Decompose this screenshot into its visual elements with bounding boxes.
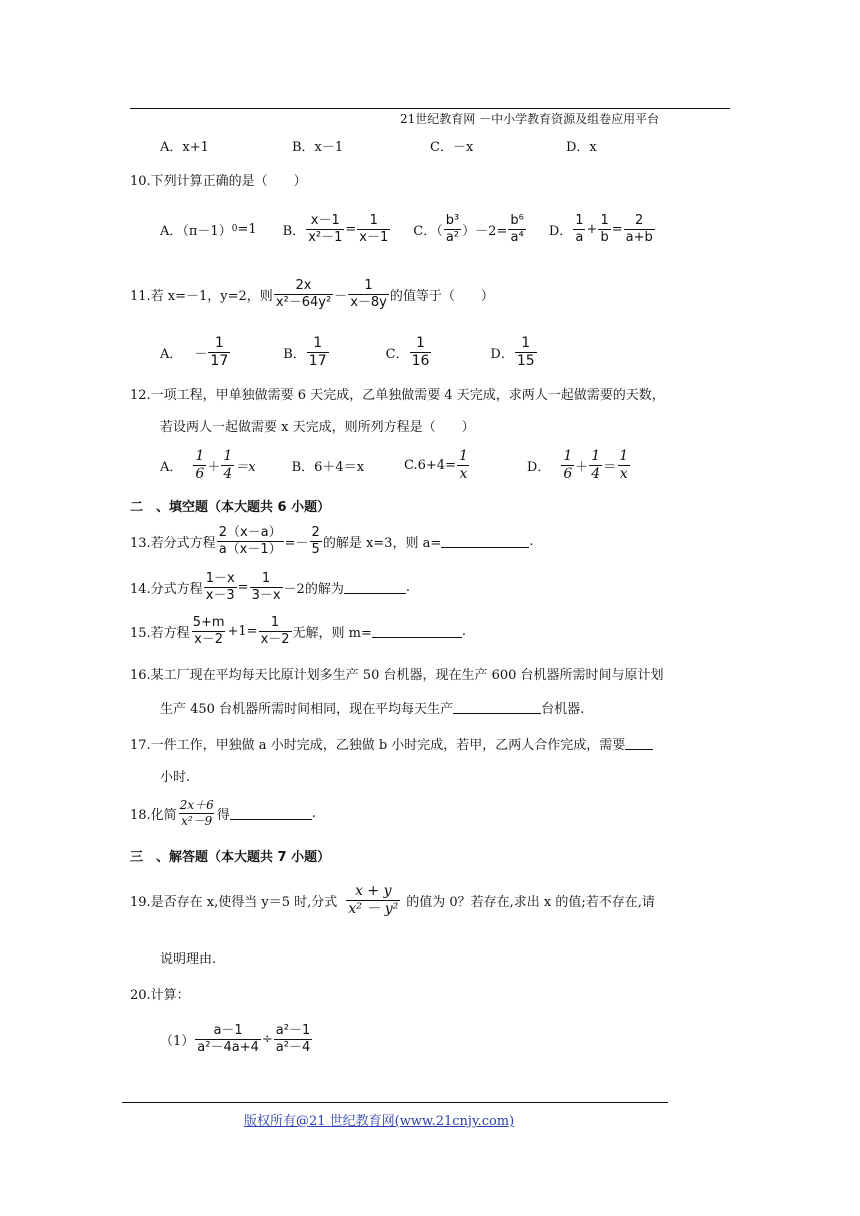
- q20-div: ÷: [261, 1031, 273, 1047]
- q9-option-a: A．x+1: [160, 140, 209, 155]
- q12-b: B．6＋4＝x: [291, 459, 365, 475]
- footer-rule: [122, 1102, 668, 1103]
- q18-end: .: [311, 805, 316, 821]
- q12-c-frac: $\frac{1}{x}$: [458, 447, 468, 482]
- q11-d-label: D．: [490, 346, 514, 362]
- q13-pre: 13.若分式方程: [130, 535, 216, 551]
- q11-post: 的值等于（ ）: [389, 288, 494, 304]
- section-2-heading: 二 、填空题（本大题共 6 小题）: [130, 500, 331, 515]
- q11-c-frac: $\frac{1}{16}$: [411, 334, 430, 369]
- q12-a-frac1: $\frac{1}{6}$: [195, 447, 205, 482]
- q10-d-frac2: $\frac{1}{b}$: [600, 212, 609, 245]
- header-text: 21世纪教育网 －中小学教育资源及组卷应用平台: [400, 112, 660, 126]
- q16-line2-post: 台机器.: [541, 701, 585, 717]
- q20-stem: 20.计算：: [130, 988, 190, 1003]
- q12-options: [160, 442, 631, 488]
- q18-pre: 18.化简: [130, 807, 177, 823]
- q10-a-post: =1: [237, 221, 257, 237]
- q10-b-label: B．: [282, 223, 306, 239]
- q19: [130, 878, 655, 922]
- q16-line2-pre: 生产 450 台机器所需时间相同，现在平均每天生产: [160, 701, 454, 717]
- q11-a-sign: －: [194, 346, 208, 362]
- q10-c-frac1: $\frac{\text{b³}}{\text{a²}}$: [445, 212, 460, 245]
- q11-b-label: B．: [283, 346, 306, 362]
- q14-frac2: $\frac{1}{3-x}$: [251, 570, 281, 603]
- q11-b-frac: $\frac{1}{17}$: [308, 334, 327, 369]
- q10-d-label: D．: [548, 223, 573, 239]
- q16-line2: [160, 698, 584, 716]
- q11-a-frac: $\frac{1}{17}$: [210, 334, 229, 369]
- q16-answer-blank[interactable]: [453, 701, 541, 714]
- q12-a-rhs: ＝x: [235, 459, 256, 475]
- q18-answer-blank[interactable]: [230, 807, 312, 820]
- q15-frac2: $\frac{1}{x-2}$: [260, 614, 290, 647]
- q10-d-plus: +: [586, 221, 598, 237]
- q11-stem: [130, 272, 494, 316]
- q20-frac1: $\frac{a-1}{\text{a²－4a+4}}$: [197, 1022, 259, 1055]
- q14-end: .: [405, 579, 410, 595]
- q10-d-eq: =: [611, 221, 623, 237]
- q15-post: 无解，则 m=: [292, 625, 372, 641]
- q13-frac2: $\frac{2}{5}$: [311, 524, 320, 557]
- q14-mid: －2: [283, 581, 305, 597]
- q10-a-pre: A．（π－1）: [160, 223, 232, 239]
- q12-d-eq: ＝: [603, 459, 617, 475]
- q17-text: 17.一件工作，甲独做 a 小时完成，乙独做 b 小时完成，若甲，乙两人合作完成，需要: [130, 737, 626, 753]
- q19-frac: $\frac{x + y}{\text{x² － y²}}$: [348, 882, 399, 917]
- q17-answer-blank[interactable]: [625, 737, 653, 750]
- q12-d-frac2: $\frac{1}{4}$: [591, 447, 601, 482]
- q10-a-sup: 0: [231, 224, 238, 234]
- q18-post: 得: [216, 807, 230, 823]
- q10-d-frac1: $\frac{1}{a}$: [575, 212, 584, 245]
- header-rule: [130, 108, 730, 109]
- q19-pre: 19.是否存在 x,使得当 y＝5 时,分式: [130, 894, 338, 910]
- q11-c-label: C．: [385, 346, 409, 362]
- q14-answer-blank[interactable]: [344, 581, 406, 594]
- q10-c-frac2: $\frac{\text{b⁶}}{\text{a⁴}}$: [510, 212, 524, 245]
- q12-d-label: D．: [526, 459, 551, 475]
- q14-post: 的解为: [304, 581, 344, 597]
- q10-b-eq: =: [345, 221, 357, 237]
- q15-frac1: $\frac{5+m}{x-2}$: [192, 614, 225, 647]
- q12-d-frac3: $\frac{1}{x}$: [619, 447, 629, 482]
- q15-pre: 15.若方程: [130, 625, 190, 641]
- q11-frac1: $\frac{2x}{\text{x²－64y²}}$: [275, 277, 332, 310]
- q10-c-label: C．（: [413, 223, 443, 239]
- q13-answer-blank[interactable]: [441, 535, 529, 548]
- q19-post: 的值为 0？若存在,求出 x 的值;若不存在,请: [406, 894, 655, 910]
- q12-d-frac1: $\frac{1}{6}$: [563, 447, 573, 482]
- q12-a-plus: ＋: [207, 459, 221, 475]
- q18-frac: $\frac{2x+6}{\text{x²－9}}$: [179, 797, 214, 828]
- q10-d-frac3: $\frac{2}{a+b}$: [625, 212, 653, 245]
- q11-frac2: $\frac{1}{x-8y}$: [350, 277, 387, 310]
- q19-line2: 说明理由.: [160, 952, 217, 967]
- q16-line1: 16.某工厂现在平均每天比原计划多生产 50 台机器，现在生产 600 台机器所需时间与原计划: [130, 668, 664, 683]
- q14-frac1: $\frac{1-x}{x-3}$: [205, 570, 235, 603]
- q12-line1: 12.一项工程，甲单独做需要 6 天完成，乙单独做需要 4 天完成，求两人一起做需要的天数，: [130, 388, 665, 403]
- q18: [130, 792, 316, 834]
- q13-frac1: $\frac{2(x-a)}{a(x-1)}$: [218, 524, 282, 557]
- q9-option-d: D．x: [566, 140, 597, 155]
- q14: [130, 566, 410, 608]
- q14-eq: =: [237, 579, 249, 595]
- section-3-heading: 三 、解答题（本大题共 7 小题）: [130, 850, 331, 865]
- q12-a-frac2: $\frac{1}{4}$: [223, 447, 233, 482]
- q10-b-frac1: $\frac{x-1}{\text{x²－1}}$: [308, 212, 343, 245]
- q11-options: [160, 330, 538, 374]
- q12-d-plus: ＋: [575, 459, 589, 475]
- q20-label: （1）: [160, 1033, 195, 1049]
- q13-end: .: [529, 533, 534, 549]
- q12-c-label: C.6+4=: [404, 457, 456, 473]
- q10-stem: 10.下列计算正确的是（ ）: [130, 174, 307, 189]
- q12-line2: 若设两人一起做需要 x 天完成，则所列方程是（ ）: [160, 420, 475, 435]
- q17-line1: [130, 734, 653, 752]
- q11-pre: 11.若 x=－1，y=2，则: [130, 288, 273, 304]
- q10-b-frac2: $\frac{1}{x-1}$: [359, 212, 389, 245]
- q11-minus: －: [334, 288, 348, 304]
- q15-answer-blank[interactable]: [372, 625, 462, 638]
- q14-pre: 14.分式方程: [130, 581, 203, 597]
- q13-post: 的解是 x=3，则 a=: [322, 535, 442, 551]
- q12-a-label: A．: [160, 459, 183, 475]
- q9-option-c: C．－x: [430, 140, 474, 155]
- q17-line2: 小时.: [160, 770, 191, 785]
- q15-end: .: [461, 623, 467, 639]
- q15-mid: +1=: [227, 623, 258, 639]
- q13-mid: =－: [284, 535, 309, 551]
- q10-options: [160, 206, 656, 252]
- q13: [130, 520, 533, 562]
- q9-option-b: B．x－1: [292, 140, 344, 155]
- q20-part1: [160, 1016, 313, 1062]
- q15: [130, 610, 466, 652]
- q20-frac2: $\frac{\text{a²－1}}{\text{a²－4}}$: [275, 1022, 311, 1055]
- q10-c-mid: ）－2=: [462, 223, 508, 239]
- q11-d-frac: $\frac{1}{15}$: [516, 334, 535, 369]
- q11-a-label: A．: [160, 346, 183, 362]
- footer-copyright-link[interactable]: 版权所有@21 世纪教育网(www.21cnjy.com): [244, 1114, 515, 1129]
